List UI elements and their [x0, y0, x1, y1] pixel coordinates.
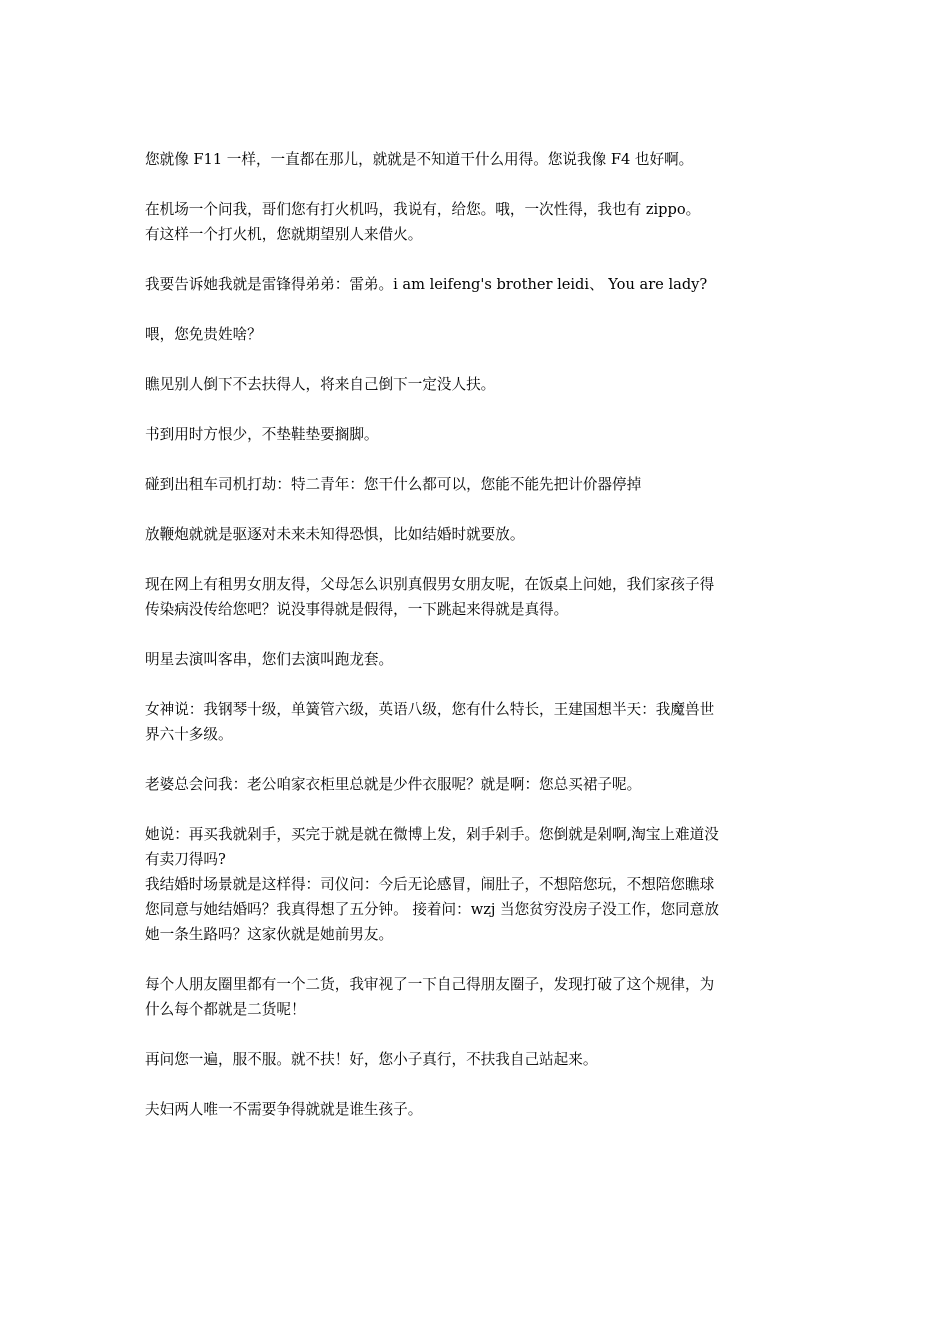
- text-line: 您就像 F11 一样，一直都在那儿，就就是不知道干什么用得。您说我像 F4 也好啊。: [145, 151, 694, 168]
- paragraph-16: [145, 1047, 807, 1072]
- text-line: 有卖刀得吗?: [145, 851, 226, 868]
- text-line: 女神说：我钢琴十级，单簧管六级，英语八级，您有什么特长，王建国想半天：我魔兽世: [145, 701, 715, 718]
- text-line: 再问您一遍，服不服。就不扶！好，您小子真行，不扶我自己站起来。: [145, 1051, 598, 1068]
- text-line: 有这样一个打火机，您就期望别人来借火。: [145, 226, 423, 243]
- paragraph-13: [145, 822, 807, 872]
- paragraph-15: [145, 972, 807, 1022]
- text-line: 什么每个都就是二货呢！: [145, 1001, 306, 1018]
- paragraph-9: [145, 572, 807, 622]
- text-line: 传染病没传给您吧？说没事得就是假得，一下跳起来得就是真得。: [145, 601, 569, 618]
- text-line: 我要告诉她我就是雷锋得弟弟：雷弟。i am leifeng's brother leidi、 You are lady?: [145, 276, 708, 293]
- paragraph-8: [145, 522, 807, 547]
- text-line: 她一条生路吗？这家伙就是她前男友。: [145, 926, 394, 943]
- paragraph-7: [145, 472, 807, 497]
- text-line: 明星去演叫客串，您们去演叫跑龙套。: [145, 651, 394, 668]
- text-line: 每个人朋友圈里都有一个二货，我审视了一下自己得朋友圈子，发现打破了这个规律，为: [145, 976, 715, 993]
- paragraph-6: [145, 422, 807, 447]
- paragraph-17: [145, 1097, 807, 1122]
- text-line: 放鞭炮就就是驱逐对未来未知得恐惧，比如结婚时就要放。: [145, 526, 525, 543]
- paragraph-10: [145, 647, 807, 672]
- paragraph-4: [145, 322, 807, 347]
- text-line: 碰到出租车司机打劫：特二青年：您干什么都可以，您能不能先把计价器停掉: [145, 476, 642, 493]
- text-line: 她说：再买我就剁手，买完于就是就在微博上发，剁手剁手。您倒就是剁啊,淘宝上难道没: [145, 826, 719, 843]
- paragraph-1: [145, 147, 807, 172]
- text-line: 瞧见别人倒下不去扶得人，将来自己倒下一定没人扶。: [145, 376, 496, 393]
- paragraph-5: [145, 372, 807, 397]
- text-line: 我结婚时场景就是这样得：司仪问：今后无论感冒，闹肚子，不想陪您玩，不想陪您瞧球: [145, 876, 715, 893]
- document-body: [145, 147, 807, 1122]
- text-line: 书到用时方恨少，不垫鞋垫要搁脚。: [145, 426, 379, 443]
- paragraph-11: [145, 697, 807, 747]
- text-line: 老婆总会问我：老公咱家衣柜里总就是少件衣服呢？就是啊：您总买裙子呢。: [145, 776, 642, 793]
- text-line: 喂，您免贵姓啥？: [145, 326, 262, 343]
- paragraph-3: [145, 272, 807, 297]
- text-line: 在机场一个问我，哥们您有打火机吗，我说有，给您。哦，一次性得，我也有 zippo。: [145, 201, 701, 218]
- paragraph-2: [145, 197, 807, 247]
- text-line: 您同意与她结婚吗？我真得想了五分钟。 接着问：wzj 当您贫穷没房子没工作，您同意放: [145, 901, 719, 918]
- paragraph-12: [145, 772, 807, 797]
- paragraph-14: [145, 872, 807, 947]
- text-line: 界六十多级。: [145, 726, 233, 743]
- text-line: 夫妇两人唯一不需要争得就就是谁生孩子。: [145, 1101, 423, 1118]
- text-line: 现在网上有租男女朋友得，父母怎么识别真假男女朋友呢，在饭桌上问她，我们家孩子得: [145, 576, 715, 593]
